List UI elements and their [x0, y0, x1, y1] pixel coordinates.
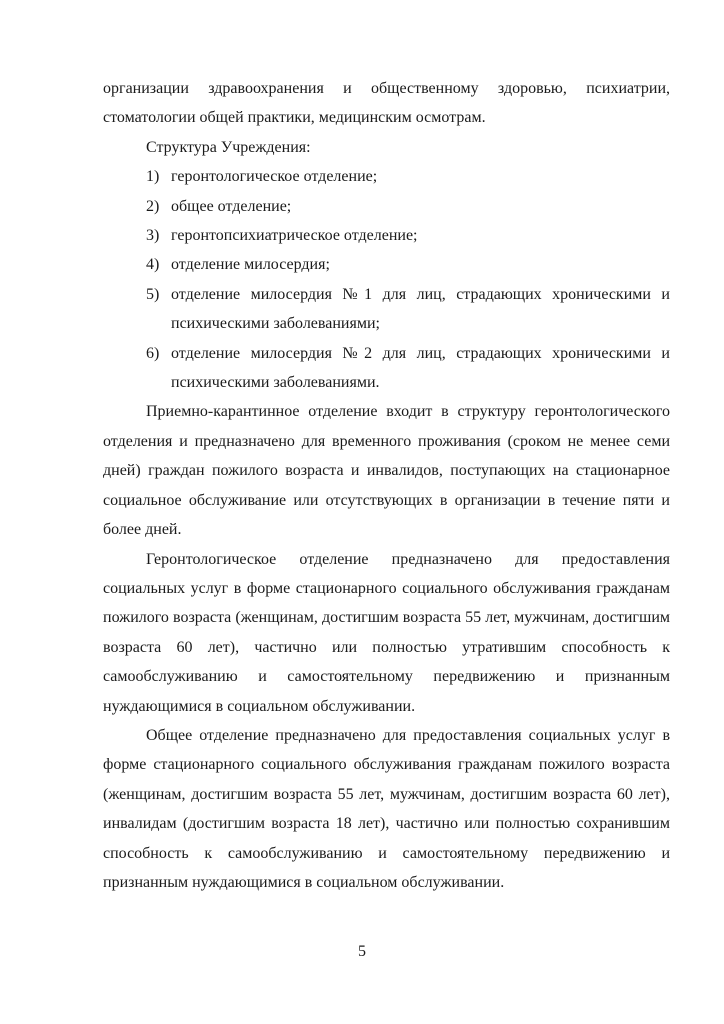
list-item-text: общее отделение; [171, 197, 292, 215]
list-item-number: 3) [146, 227, 160, 245]
structure-list [103, 162, 670, 397]
list-item-text: геронтологическое отделение; [171, 168, 378, 186]
list-item [103, 162, 670, 191]
list-item-number: 5) [146, 285, 160, 303]
list-item-number: 1) [146, 168, 160, 186]
structure-heading: Структура Учреждения: [146, 138, 311, 156]
list-item [103, 221, 670, 250]
list-item-text: геронтопсихиатрическое отделение; [171, 227, 418, 245]
list-item [103, 250, 670, 279]
quarantine-department-paragraph: Приемно-карантинное отделение входит в структуру геронтологического отделения и предназначено для временного проживания (сроком не менее семи дней) граждан пожилого возраста и инвалидов, поступающих на стационарное социальное обслуживание или отсутствующих в организации в течение пяти и более дней. [103, 403, 670, 539]
intro-continuation-paragraph: организации здравоохранения и общественному здоровью, психиатрии, стоматологии общей практики, медицинским осмотрам. [103, 80, 670, 127]
list-item [103, 192, 670, 221]
gerontology-department-paragraph: Геронтологическое отделение предназначено для предоставления социальных услуг в форме стационарного социального обслуживания гражданам пожилого возраста (женщинам, достигшим возраста 55 лет, мужчинам, достигшим возраста 60 лет), частично или полностью утратившим способность к самообслуживанию и самостоятельному передвижению и признанным нуждающимися в социальном обслуживании. [103, 550, 670, 715]
page-body [103, 74, 670, 897]
list-item-text: отделение милосердия №2 для лиц, страдающих хроническими и психическими заболеваниями. [171, 344, 670, 392]
list-item-number: 2) [146, 197, 160, 215]
list-item-text: отделение милосердия; [171, 256, 330, 274]
page-number: 5 [358, 943, 366, 960]
list-item-text: отделение милосердия №1 для лиц, страдающих хроническими и психическими заболеваниями; [171, 285, 670, 333]
list-item [103, 339, 670, 398]
general-department-paragraph: Общее отделение предназначено для предоставления социальных услуг в форме стационарного социального обслуживания гражданам пожилого возраста (женщинам, достигшим возраста 55 лет, мужчинам, достигшим возраста 60 лет), инвалидам (достигшим возраста 18 лет), частично или полностью сохранившим способность к самообслуживанию и самостоятельному передвижению и признанным нуждающимися в социальном обслуживании. [103, 726, 670, 891]
list-item-number: 6) [146, 344, 160, 362]
list-item-number: 4) [146, 256, 160, 274]
list-item [103, 280, 670, 339]
